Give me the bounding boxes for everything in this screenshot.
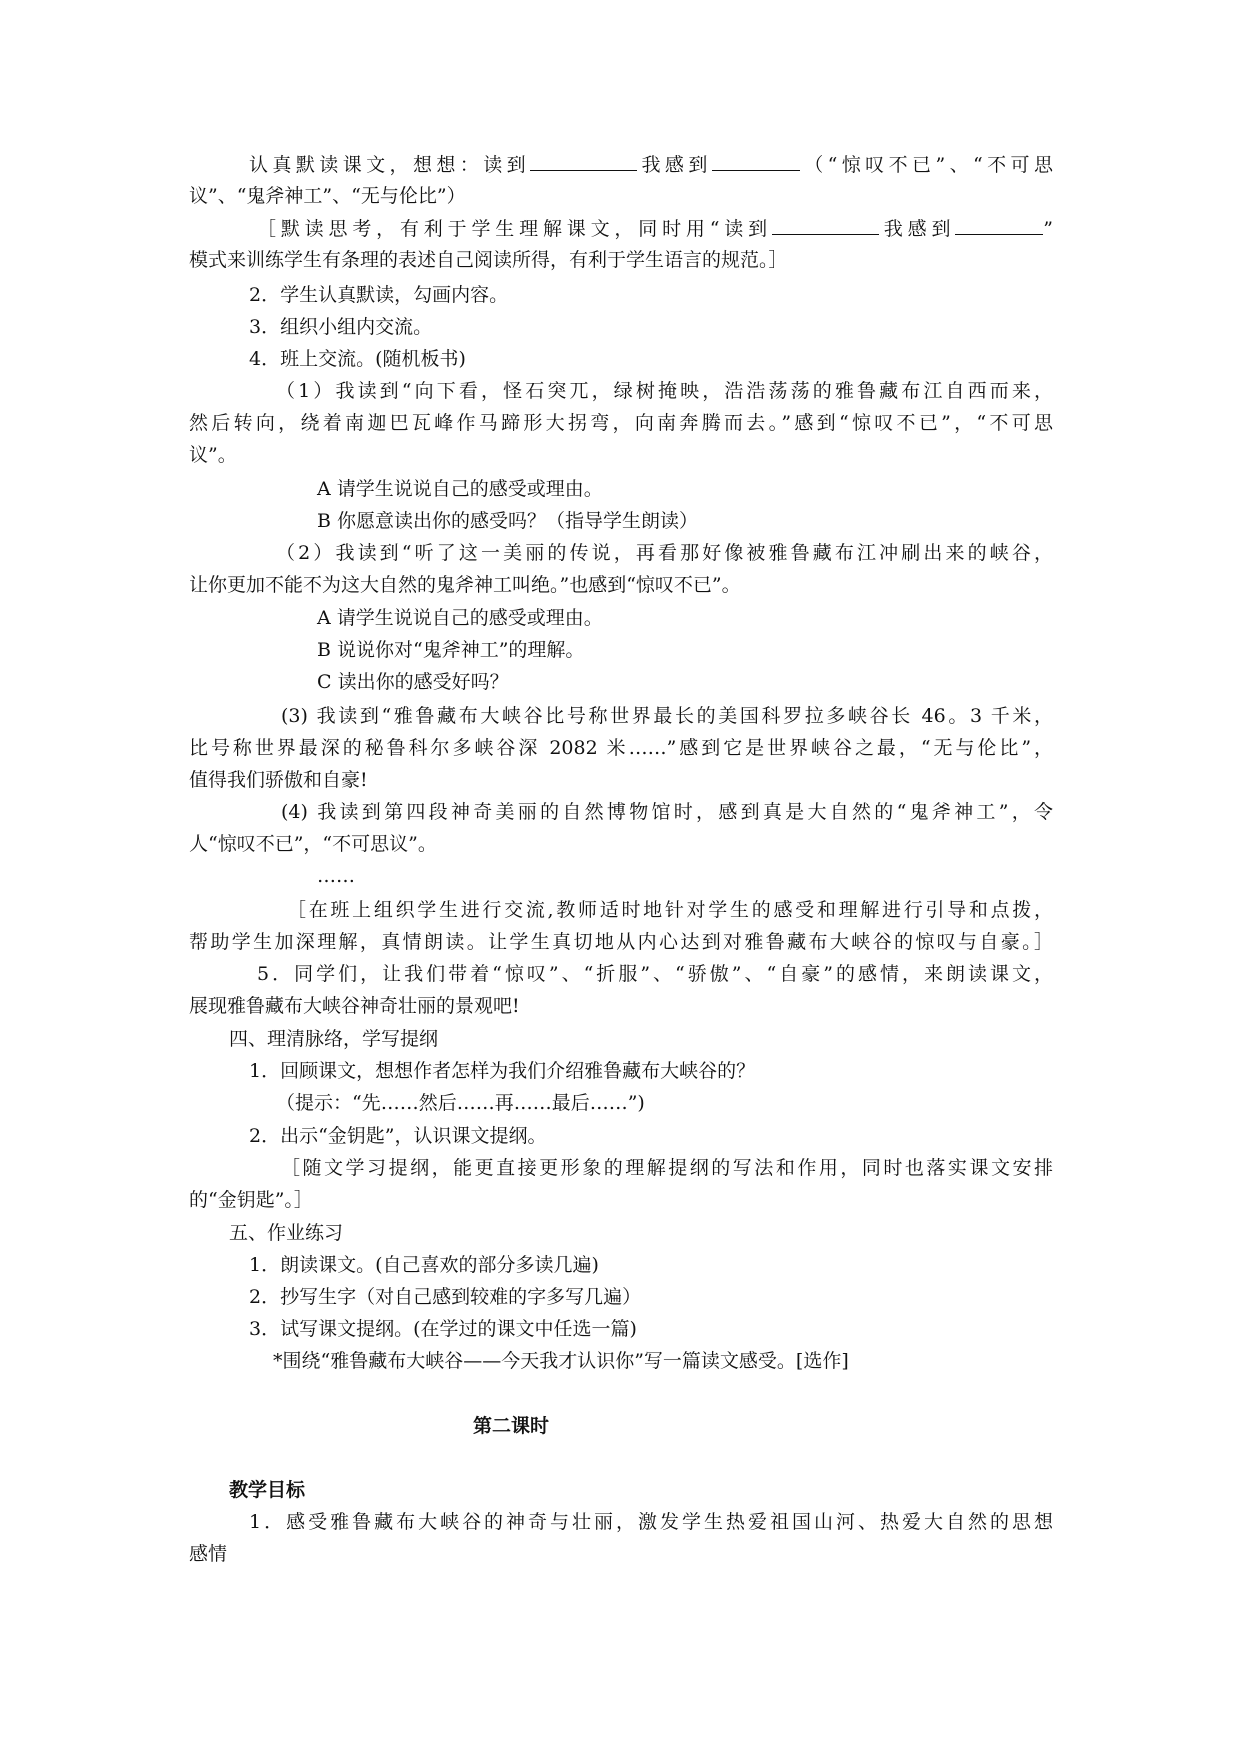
note-2-line-2: 帮助学生加深理解，真情朗读。让学生真切地从内心达到对雅鲁藏布大峡谷的惊叹与自豪。］ (189, 931, 1053, 953)
teaching-goals-heading: 教学目标 (229, 1479, 306, 1501)
step-2: 2．学生认真默读，勾画内容。 (249, 284, 509, 306)
item-2-option-c: C 读出你的感受好吗？ (317, 671, 509, 693)
note-1-line-2: 模式来训练学生有条理的表述自己阅读所得，有利于学生语言的规范。］ (189, 249, 788, 271)
note-1-text-mid: 我感到 (878, 218, 956, 240)
item-3-line-2: 比号称世界最深的秘鲁科尔多峡谷深 2082 米……”感到它是世界峡谷之最，“无与伦比”， (189, 737, 1053, 759)
section-5-heading: 五、作业练习 (229, 1222, 344, 1244)
item-3-line-3: 值得我们骄傲和自豪! (189, 769, 368, 791)
homework-1: 1．朗读课文。(自己喜欢的部分多读几遍) (249, 1254, 599, 1276)
answer-blank (955, 216, 1043, 235)
ellipsis: …… (317, 865, 355, 887)
step-5-line-1: 5．同学们，让我们带着“惊叹”、“折服”、“骄傲”、“自豪”的感情，来朗读课文， (257, 963, 1053, 985)
note-3-line-1: ［随文学习提纲，能更直接更形象的理解提纲的写法和作用，同时也落实课文安排 (281, 1157, 1053, 1179)
goal-1-line-1: 1．感受雅鲁藏布大峡谷的神奇与壮丽，激发学生热爱祖国山河、热爱大自然的思想 (249, 1511, 1053, 1533)
section-4-step-1: 1．回顾课文，想想作者怎样为我们介绍雅鲁藏布大峡谷的？ (249, 1060, 756, 1082)
goal-1-line-2: 感情 (189, 1543, 228, 1565)
step-5-line-2: 展现雅鲁藏布大峡谷神奇壮丽的景观吧! (189, 995, 520, 1017)
item-2-line-1: （2）我读到“听了这一美丽的传说，再看那好像被雅鲁藏布江冲刷出来的峡谷， (276, 542, 1053, 564)
answer-blank (530, 152, 637, 171)
item-2-option-a: A 请学生说说自己的感受或理由。 (317, 607, 603, 629)
note-1-text-start: ［默读思考，有利于学生理解课文，同时用“读到 (257, 218, 772, 240)
intro-text-end: （“惊叹不已”、“不可思 (799, 154, 1053, 176)
item-1-line-3: 议”。 (189, 444, 237, 466)
note-2-line-1: ［在班上组织学生进行交流,教师适时地针对学生的感受和理解进行引导和点拨， (287, 899, 1053, 921)
step-4: 4．班上交流。(随机板书) (249, 348, 466, 370)
homework-optional: *围绕“雅鲁藏布大峡谷——今天我才认识你”写一篇读文感受。[选作] (273, 1350, 849, 1372)
note-1-text-end: ” (1043, 218, 1053, 240)
item-1-line-2: 然后转向，绕着南迦巴瓦峰作马蹄形大拐弯，向南奔腾而去。”感到“惊叹不已”，“不可思 (189, 412, 1053, 434)
item-1-option-a: A 请学生说说自己的感受或理由。 (317, 478, 603, 500)
note-1-line-1 (257, 216, 1053, 241)
item-1-option-b: B 你愿意读出你的感受吗？（指导学生朗读） (317, 510, 699, 532)
note-3-line-2: 的“金钥匙”。］ (189, 1189, 313, 1211)
answer-blank (712, 152, 800, 171)
item-1-line-1: （1）我读到“向下看，怪石突兀，绿树掩映，浩浩荡荡的雅鲁藏布江自西而来， (276, 380, 1053, 402)
homework-3: 3．试写课文提纲。(在学过的课文中任选一篇) (249, 1318, 637, 1340)
intro-line-2: 议”、“鬼斧神工”、“无与伦比”） (189, 185, 466, 207)
item-2-line-2: 让你更加不能不为这大自然的鬼斧神工叫绝。”也感到“惊叹不已”。 (189, 574, 741, 596)
section-4-hint: （提示：“先……然后……再……最后……”) (276, 1092, 645, 1114)
item-4-line-1: (4) 我读到第四段神奇美丽的自然博物馆时，感到真是大自然的“鬼斧神工”，令 (281, 801, 1053, 823)
intro-line-1 (249, 152, 1053, 177)
lesson-2-title: 第二课时 (473, 1415, 550, 1437)
item-3-line-1: (3) 我读到“雅鲁藏布大峡谷比号称世界最长的美国科罗拉多峡谷长 46。3 千米， (281, 705, 1053, 727)
item-4-line-2: 人“惊叹不已”，“不可思议”。 (189, 833, 437, 855)
item-2-option-b: B 说说你对“鬼斧神工”的理解。 (317, 639, 585, 661)
intro-text-mid: 我感到 (637, 154, 712, 176)
step-3: 3．组织小组内交流。 (249, 316, 433, 338)
answer-blank (772, 216, 879, 235)
section-4-heading: 四、理清脉络，学写提纲 (229, 1028, 439, 1050)
homework-2: 2．抄写生字（对自己感到较难的字多写几遍） (249, 1286, 642, 1308)
section-4-step-2: 2．出示“金钥匙”，认识课文提纲。 (249, 1125, 547, 1147)
intro-text-start: 认真默读课文，想想：读到 (249, 154, 531, 176)
